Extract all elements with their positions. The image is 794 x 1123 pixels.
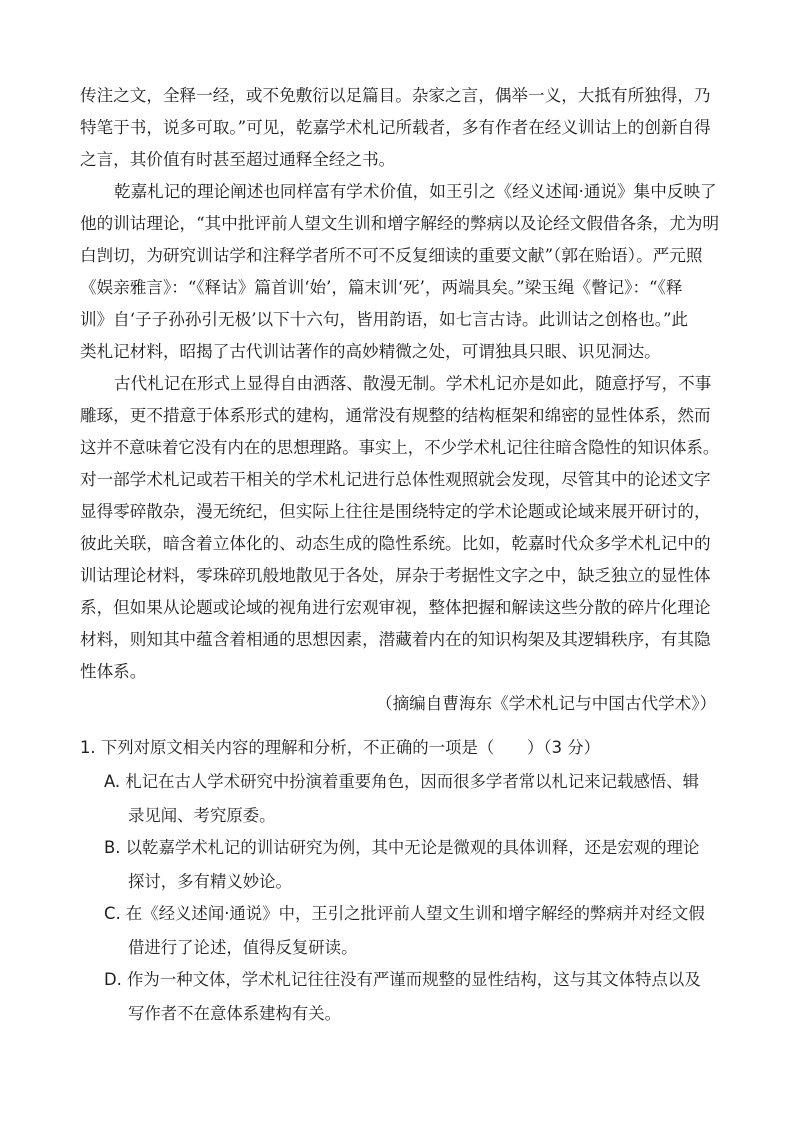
passage-line: 他的训诂理论，“其中批评前人望文生训和增字解经的弊病以及论经文假借各条，尤为明	[80, 214, 720, 233]
passage-line: 特笔于书，说多可取。”可见，乾嘉学术札记所载者，多有作者在经义训诂上的创新自得	[80, 118, 711, 137]
passage-line: 之言，其价值有时甚至超过通释全经之书。	[80, 150, 396, 169]
passage-line: 显得零碎散杂，漫无统纪，但实际上往往是围绕特定的学术论题或论域来展开研讨的，	[80, 502, 711, 521]
passage-line: 材料，则知其中蕴含着相通的思想因素，潜藏着内在的知识构架及其逻辑秩序，有其隐	[80, 630, 711, 649]
question-stem: 1. 下列对原文相关内容的理解和分析，不正确的一项是（ ）（3 分）	[80, 738, 601, 757]
passage-line: 传注之文，全释一经，或不免敷衍以足篇目。杂家之言，偶举一义，大抵有所独得，乃	[80, 86, 711, 105]
passage-line: 性体系。	[80, 662, 147, 681]
passage-line: 对一部学术札记或若干相关的学术札记进行总体性观照就会发现，尽管其中的论述文字	[80, 470, 711, 489]
passage-source: （摘编自曹海东《学术札记与中国古代学术》）	[376, 694, 717, 713]
passage-line: 雕琢，更不措意于体系形式的建构，通常没有规整的结构框架和绵密的显性体系，然而	[80, 406, 711, 425]
passage-line: 白剀切，为研究训诂学和注释学者所不可不反复细读的重要文献”（郭在贻语）。严元照	[80, 246, 703, 265]
option-a-continued: 录见闻、考究原委。	[128, 806, 276, 825]
passage-line: 这并不意味着它没有内在的思想理路。事实上，不少学术札记往往暗含隐性的知识体系。	[80, 438, 720, 457]
option-d: D. 作为一种文体，学术札记往往没有严谨而规整的显性结构，这与其文体特点以及	[104, 970, 701, 989]
passage-line: 《娱亲雅言》：“《释诂》篇首训‘始’，篇末训‘死’，两端具矣。”梁玉绳《瞥记》：“《释	[80, 278, 683, 297]
option-b: B. 以乾嘉学术札记的训诂研究为例，其中无论是微观的具体训释，还是宏观的理论	[104, 838, 700, 857]
option-b-continued: 探讨，多有精义妙论。	[128, 872, 292, 891]
option-c-continued: 借进行了论述，值得反复研读。	[128, 938, 358, 957]
option-a: A. 札记在古人学术研究中扮演着重要角色，因而很多学者常以札记来记载感悟、辑	[104, 772, 700, 791]
passage-line: 乾嘉札记的理论阐述也同样富有学术价值，如王引之《经义述闻·通说》集中反映了	[114, 182, 717, 201]
passage-line: 类札记材料，昭揭了古代训诂著作的高妙精微之处，可谓独具只眼、识见洞达。	[80, 342, 661, 361]
option-d-continued: 写作者不在意体系建构有关。	[128, 1004, 342, 1023]
passage-line: 训》自‘子子孙孙引无极’以下十六句，皆用韵语，如七言古诗。此训诂之创格也。”此	[80, 310, 689, 329]
passage-line: 训诂理论材料，零珠碎玑般地散见于各处，屏杂于考据性文字之中，缺乏独立的显性体	[80, 566, 711, 585]
passage-line: 彼此关联，暗含着立体化的、动态生成的隐性系统。比如，乾嘉时代众多学术札记中的	[80, 534, 711, 553]
option-c: C. 在《经义述闻·通说》中，王引之批评前人望文生训和增字解经的弊病并对经文假	[104, 904, 705, 923]
passage-line: 系，但如果从论题或论域的视角进行宏观审视，整体把握和解读这些分散的碎片化理论	[80, 598, 711, 617]
passage-line: 古代札记在形式上显得自由洒落、散漫无制。学术札记亦是如此，随意抒写，不事	[114, 374, 712, 393]
